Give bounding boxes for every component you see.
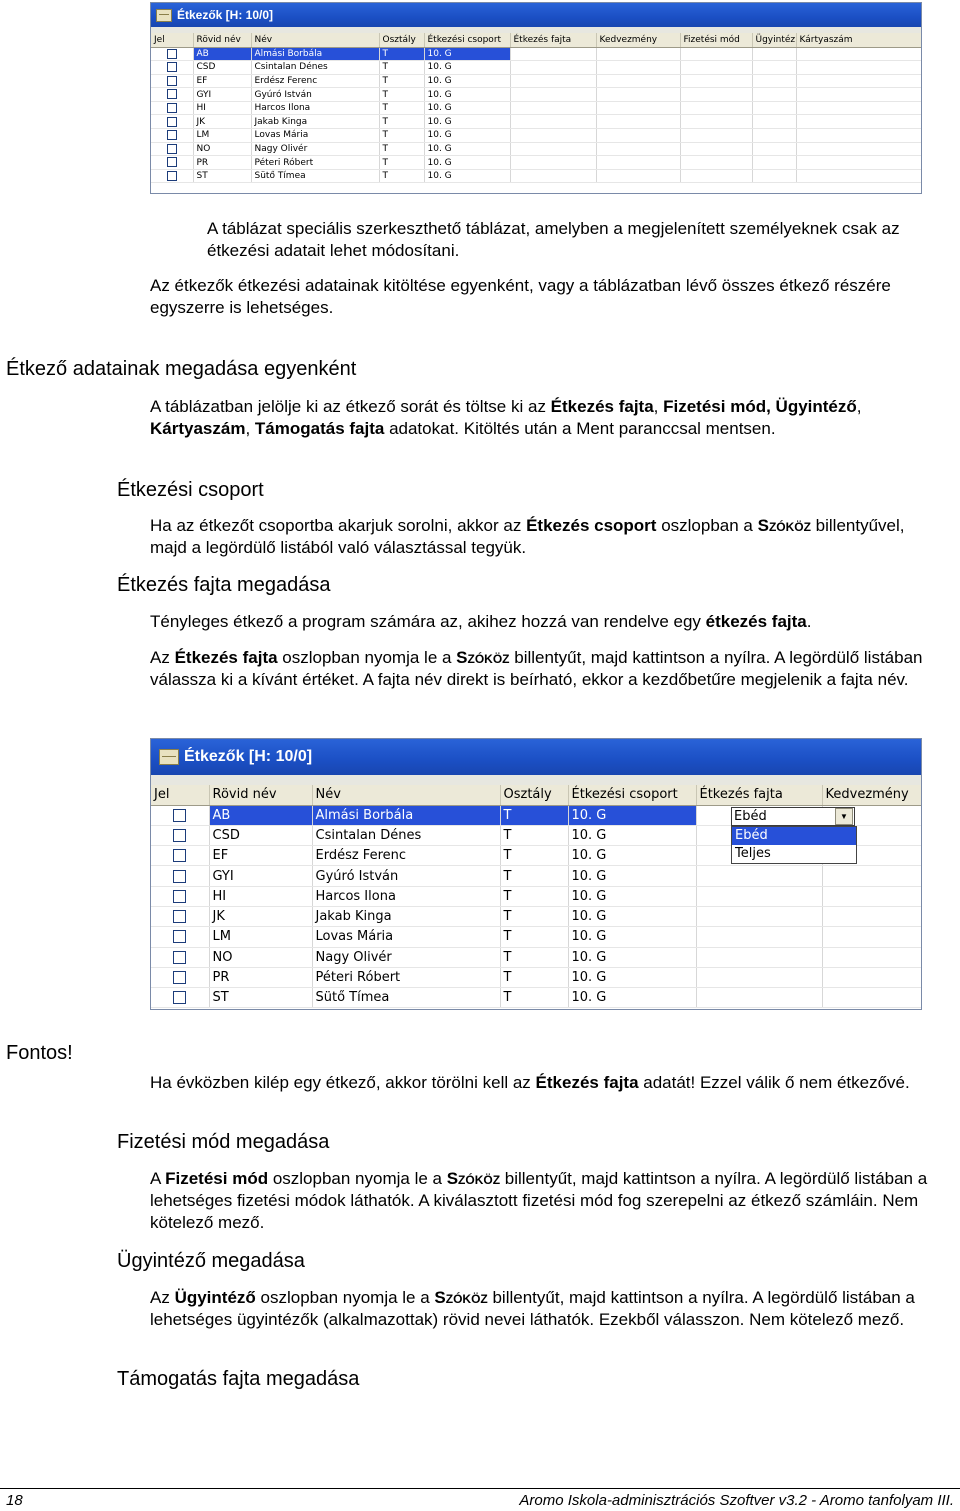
table-cell[interactable]: JK <box>209 906 312 926</box>
key-name-space: Szóköz <box>434 1288 488 1307</box>
column-header[interactable]: Rövid név <box>193 33 251 47</box>
table-cell[interactable]: PR <box>193 156 251 170</box>
meal-type-dropdown-list <box>731 826 857 864</box>
table-cell-empty[interactable] <box>596 47 680 61</box>
table-cell[interactable]: 10. G <box>424 115 510 129</box>
text-run: Tényleges étkező a program számára az, akihez hozzá van rendelve egy <box>150 612 706 631</box>
table-cell[interactable]: T <box>379 61 424 75</box>
table-cell-empty[interactable] <box>752 74 796 88</box>
table-cell-empty[interactable] <box>680 156 752 170</box>
table-cell-empty[interactable] <box>796 156 921 170</box>
table-cell-empty[interactable] <box>822 927 921 947</box>
section-individual-paragraph <box>150 396 930 440</box>
table-cell-empty[interactable] <box>680 101 752 115</box>
table-row[interactable] <box>151 88 921 102</box>
table-cell-empty[interactable] <box>510 156 596 170</box>
table-cell-empty[interactable] <box>796 142 921 156</box>
table-cell-empty[interactable] <box>680 61 752 75</box>
table-cell[interactable]: 10. G <box>424 142 510 156</box>
select-cell[interactable] <box>151 886 209 906</box>
meal-users-table[interactable] <box>151 33 922 183</box>
section-heading-administrator: Ügyintéző megadása <box>117 1250 305 1272</box>
select-cell[interactable] <box>151 169 193 183</box>
table-cell[interactable]: EF <box>193 74 251 88</box>
table-row[interactable] <box>151 866 921 886</box>
table-cell[interactable]: Harcos Ilona <box>312 886 500 906</box>
table-cell[interactable]: CSD <box>209 825 312 845</box>
column-header[interactable]: Osztály <box>500 785 568 805</box>
field-name-meal-type: étkezés fajta <box>705 612 807 631</box>
key-name-space: Szóköz <box>757 516 811 535</box>
text-run: oszlopban nyomja le a <box>268 1169 447 1188</box>
section-meal-group-paragraph <box>150 515 940 559</box>
table-cell-empty[interactable] <box>696 906 822 926</box>
table-cell[interactable]: Gyúró István <box>251 88 379 102</box>
row-checkbox[interactable] <box>173 991 186 1004</box>
table-cell[interactable]: T <box>379 74 424 88</box>
table-cell[interactable]: Erdész Ferenc <box>251 74 379 88</box>
table-cell[interactable]: Nagy Olivér <box>312 947 500 967</box>
table-cell-empty[interactable] <box>796 169 921 183</box>
column-header[interactable]: Ügyintéz <box>752 33 796 47</box>
table-cell-empty[interactable] <box>680 115 752 129</box>
table-cell[interactable]: Lovas Mária <box>312 927 500 947</box>
table-cell[interactable]: T <box>500 866 568 886</box>
row-checkbox[interactable] <box>167 76 177 86</box>
table-cell-empty[interactable] <box>752 115 796 129</box>
table-cell[interactable]: JK <box>193 115 251 129</box>
select-cell[interactable] <box>151 967 209 987</box>
table-cell-empty[interactable] <box>796 47 921 61</box>
table-cell[interactable]: T <box>500 947 568 967</box>
window-title-bar[interactable] <box>151 739 921 775</box>
table-cell[interactable]: Jakab Kinga <box>251 115 379 129</box>
table-cell[interactable]: Jakab Kinga <box>312 906 500 926</box>
table-row[interactable] <box>151 988 921 1008</box>
table-cell-empty[interactable] <box>696 866 822 886</box>
column-header[interactable]: Név <box>312 785 500 805</box>
text-run: . <box>806 612 812 631</box>
table-cell[interactable]: ST <box>193 169 251 183</box>
text-run: , <box>856 397 862 416</box>
column-header[interactable]: Osztály <box>379 33 424 47</box>
table-cell-empty[interactable] <box>596 61 680 75</box>
table-cell[interactable]: 10. G <box>568 846 696 866</box>
column-header[interactable]: Rövid név <box>209 785 312 805</box>
table-cell-empty[interactable] <box>696 988 822 1008</box>
select-cell[interactable] <box>151 846 209 866</box>
table-cell-empty[interactable] <box>596 74 680 88</box>
row-checkbox[interactable] <box>173 930 186 943</box>
table-cell[interactable]: 10. G <box>568 947 696 967</box>
table-cell-empty[interactable] <box>822 906 921 926</box>
window-title: Étkezők [H: 10/0] <box>184 748 313 765</box>
table-cell-empty[interactable] <box>510 115 596 129</box>
table-row[interactable] <box>151 156 921 170</box>
table-cell[interactable]: NO <box>193 142 251 156</box>
table-cell[interactable]: PR <box>209 967 312 987</box>
table-cell-empty[interactable] <box>510 101 596 115</box>
footer-text: Aromo Iskola-adminisztrációs Szoftver v3.2 - Aromo tanfolyam III. <box>519 1492 954 1509</box>
row-checkbox[interactable] <box>167 49 177 59</box>
select-cell[interactable] <box>151 906 209 926</box>
section-heading-support-type: Támogatás fajta megadása <box>117 1368 360 1390</box>
table-cell-empty[interactable] <box>680 129 752 143</box>
row-checkbox[interactable] <box>167 144 177 154</box>
field-name-payment-method: Fizetési mód <box>165 1169 269 1188</box>
table-cell-empty[interactable] <box>752 156 796 170</box>
column-header[interactable]: Étkezési csoport <box>424 33 510 47</box>
table-cell[interactable]: 10. G <box>568 988 696 1008</box>
table-cell-empty[interactable] <box>752 129 796 143</box>
section-meal-type-paragraph-2 <box>150 647 925 691</box>
column-header[interactable]: Jel <box>151 33 193 47</box>
field-name-payment-method: Fizetési mód, <box>663 397 771 416</box>
column-header[interactable]: Fizetési mód <box>680 33 752 47</box>
table-cell[interactable]: EF <box>209 846 312 866</box>
row-checkbox[interactable] <box>173 951 186 964</box>
table-cell[interactable]: 10. G <box>424 101 510 115</box>
text-run: billentyűvel, majd a legördülő listából való választással tegyük. <box>150 516 905 557</box>
table-cell-empty[interactable] <box>510 74 596 88</box>
text-run: oszlopban a <box>656 516 758 535</box>
table-row[interactable] <box>151 47 921 61</box>
table-cell[interactable]: 10. G <box>424 88 510 102</box>
field-name-meal-type: Étkezés fajta <box>174 648 278 667</box>
text-run: Ha az étkezőt csoportba akarjuk sorolni, akkor az <box>150 516 527 535</box>
table-row[interactable] <box>151 906 921 926</box>
table-cell[interactable]: Nagy Olivér <box>251 142 379 156</box>
select-cell[interactable] <box>151 129 193 143</box>
table-cell-empty[interactable] <box>752 142 796 156</box>
table-cell[interactable]: Almási Borbála <box>251 47 379 61</box>
column-header[interactable]: Kedvezmény <box>822 785 921 805</box>
table-cell[interactable]: Erdész Ferenc <box>312 846 500 866</box>
intro-paragraph-2: Az étkezők étkezési adatainak kitöltése egyenként, vagy a táblázatban lévő összes étkező részére egyszerre is lehetséges. <box>150 276 891 317</box>
text-run: billentyűt, majd kattintson a nyílra. A legördülő listában a lehetséges ügyintézők (alkalmazottak) rövid nevei láthatók. Ezekből válasszon. Nem kötelező mező. <box>150 1288 915 1329</box>
table-cell[interactable]: T <box>379 115 424 129</box>
select-cell[interactable] <box>151 115 193 129</box>
table-row[interactable] <box>151 169 921 183</box>
text-run: billentyűt, majd kattintson a nyílra. A legördülő listában válassza ki a kívánt értéket. A fajta név direkt is beírható, ekkor a kezdőbetűre megjelenik a fajta név. <box>150 648 923 689</box>
table-cell-empty[interactable] <box>510 142 596 156</box>
table-cell-empty[interactable] <box>680 88 752 102</box>
table-cell[interactable]: Sütő Tímea <box>251 169 379 183</box>
table-cell[interactable]: 10. G <box>424 74 510 88</box>
table-cell-empty[interactable] <box>822 967 921 987</box>
select-cell[interactable] <box>151 927 209 947</box>
table-cell-empty[interactable] <box>822 988 921 1008</box>
table-row[interactable] <box>151 886 921 906</box>
table-cell-empty[interactable] <box>696 927 822 947</box>
table-cell-empty[interactable] <box>796 129 921 143</box>
select-cell[interactable] <box>151 74 193 88</box>
table-cell-empty[interactable] <box>680 142 752 156</box>
intro-paragraph-1: A táblázat speciális szerkeszthető táblázat, amelyben a megjelenített személyeknek csak az étkezési adatait lehet módosítani. <box>207 219 900 260</box>
row-checkbox[interactable] <box>173 890 186 903</box>
table-cell[interactable]: HI <box>193 101 251 115</box>
table-row[interactable] <box>151 927 921 947</box>
key-name-space: Szóköz <box>456 648 510 667</box>
table-cell[interactable]: 10. G <box>568 866 696 886</box>
row-checkbox[interactable] <box>173 971 186 984</box>
table-cell[interactable]: 10. G <box>568 927 696 947</box>
table-cell-empty[interactable] <box>752 101 796 115</box>
window-title-bar[interactable] <box>151 3 921 27</box>
select-cell[interactable] <box>151 47 193 61</box>
table-cell-empty[interactable] <box>752 61 796 75</box>
table-cell-empty[interactable] <box>596 156 680 170</box>
table-cell[interactable]: NO <box>209 947 312 967</box>
row-checkbox[interactable] <box>167 130 177 140</box>
meal-type-dropdown-arrow[interactable]: ▼ <box>835 808 853 825</box>
table-cell[interactable]: Sütő Tímea <box>312 988 500 1008</box>
section-meal-type-paragraph-1 <box>150 611 950 633</box>
table-cell[interactable]: 10. G <box>424 61 510 75</box>
table-cell-empty[interactable] <box>510 47 596 61</box>
row-checkbox[interactable] <box>173 849 186 862</box>
table-cell-empty[interactable] <box>680 169 752 183</box>
table-cell[interactable]: 10. G <box>568 886 696 906</box>
row-checkbox[interactable] <box>173 829 186 842</box>
row-checkbox[interactable] <box>173 809 186 822</box>
text-run: billentyűt, majd kattintson a nyílra. A legördülő listában a lehetséges fizetési módok láthatók. A kiválasztott fizetési mód fog szerepelni az étkező számláin. Nem kötelező mező. <box>150 1169 928 1232</box>
table-cell-empty[interactable] <box>822 947 921 967</box>
table-row[interactable] <box>151 142 921 156</box>
text-run: Az <box>150 648 175 667</box>
column-header[interactable]: Kedvezmény <box>596 33 680 47</box>
text-run: Ha évközben kilép egy étkező, akkor törölni kell az <box>150 1073 536 1092</box>
table-cell-empty[interactable] <box>796 74 921 88</box>
table-cell[interactable]: LM <box>193 129 251 143</box>
table-cell-empty[interactable] <box>596 169 680 183</box>
text-run: adatát! Ezzel válik ő nem étkezővé. <box>638 1073 910 1092</box>
table-cell[interactable]: Csintalan Dénes <box>251 61 379 75</box>
row-checkbox[interactable] <box>167 89 177 99</box>
table-row[interactable] <box>151 129 921 143</box>
table-cell[interactable]: HI <box>209 886 312 906</box>
field-name-card-number: Kártyaszám <box>150 419 246 438</box>
section-heading-meal-type: Étkezés fajta megadása <box>117 574 331 596</box>
table-cell-empty[interactable] <box>510 61 596 75</box>
field-name-meal-group: Étkezés csoport <box>526 516 657 535</box>
meal-type-editor-value: Ebéd <box>734 809 767 824</box>
dropdown-option[interactable]: Teljes <box>735 846 771 861</box>
column-header[interactable]: Étkezés fajta <box>696 785 822 805</box>
table-cell[interactable]: 10. G <box>424 169 510 183</box>
window-title: Étkezők [H: 10/0] <box>177 8 274 22</box>
select-cell[interactable] <box>151 805 209 825</box>
table-cell[interactable]: 10. G <box>568 906 696 926</box>
table-row[interactable] <box>151 101 921 115</box>
table-cell[interactable]: T <box>379 88 424 102</box>
table-cell-empty[interactable] <box>696 947 822 967</box>
text-run: , <box>245 419 255 438</box>
table-cell[interactable]: Almási Borbála <box>312 805 500 825</box>
table-cell[interactable]: T <box>500 906 568 926</box>
table-cell[interactable]: 10. G <box>568 805 696 825</box>
table-cell[interactable]: Lovas Mária <box>251 129 379 143</box>
table-cell[interactable]: T <box>379 142 424 156</box>
table-cell[interactable]: 10. G <box>568 825 696 845</box>
table-cell-empty[interactable] <box>752 88 796 102</box>
important-label: Fontos! <box>6 1042 73 1064</box>
page-number: 18 <box>6 1492 23 1509</box>
table-cell[interactable]: T <box>379 129 424 143</box>
field-name-meal-type: Étkezés fajta <box>535 1073 639 1092</box>
text-run: oszlopban nyomja le a <box>255 1288 435 1307</box>
select-cell[interactable] <box>151 61 193 75</box>
field-name-administrator: Ügyintéző <box>174 1288 256 1307</box>
table-cell-empty[interactable] <box>822 866 921 886</box>
meal-users-window-small <box>150 2 922 194</box>
table-row[interactable] <box>151 967 921 987</box>
table-row[interactable] <box>151 61 921 75</box>
row-checkbox[interactable] <box>167 117 177 127</box>
table-cell[interactable]: T <box>500 927 568 947</box>
table-cell[interactable]: T <box>379 169 424 183</box>
select-cell[interactable] <box>151 825 209 845</box>
key-name-space: Szóköz <box>446 1169 501 1188</box>
text-run: A <box>150 1169 166 1188</box>
table-cell[interactable]: T <box>379 47 424 61</box>
window-app-icon <box>156 9 172 22</box>
select-cell[interactable] <box>151 101 193 115</box>
row-checkbox[interactable] <box>173 870 186 883</box>
column-header[interactable]: Jel <box>151 785 209 805</box>
table-cell[interactable]: T <box>500 825 568 845</box>
table-cell[interactable]: Péteri Róbert <box>312 967 500 987</box>
table-cell-empty[interactable] <box>510 169 596 183</box>
text-run: adatokat. Kitöltés után a Ment paranccsal mentsen. <box>384 419 776 438</box>
table-cell[interactable]: GYI <box>209 866 312 886</box>
row-checkbox[interactable] <box>173 910 186 923</box>
table-cell[interactable]: AB <box>193 47 251 61</box>
table-cell-empty[interactable] <box>796 115 921 129</box>
table-cell-empty[interactable] <box>680 47 752 61</box>
text-run: , <box>653 397 664 416</box>
column-header[interactable]: Kártyaszám <box>796 33 921 47</box>
table-cell[interactable]: T <box>500 805 568 825</box>
text-run: Az <box>150 1288 175 1307</box>
important-paragraph <box>150 1072 950 1094</box>
table-cell-empty[interactable] <box>796 61 921 75</box>
table-cell-empty[interactable] <box>680 74 752 88</box>
table-cell[interactable]: ST <box>209 988 312 1008</box>
column-header[interactable]: Név <box>251 33 379 47</box>
select-cell[interactable] <box>151 866 209 886</box>
section-heading-individual: Étkező adatainak megadása egyenként <box>6 358 357 380</box>
row-checkbox[interactable] <box>167 103 177 113</box>
table-cell-empty[interactable] <box>510 129 596 143</box>
table-row[interactable] <box>151 74 921 88</box>
table-cell[interactable]: CSD <box>193 61 251 75</box>
select-cell[interactable] <box>151 156 193 170</box>
select-cell[interactable] <box>151 988 209 1008</box>
table-cell[interactable]: 10. G <box>568 967 696 987</box>
table-cell[interactable]: GYI <box>193 88 251 102</box>
table-cell[interactable]: T <box>500 988 568 1008</box>
table-cell[interactable]: 10. G <box>424 129 510 143</box>
table-cell-empty[interactable] <box>596 142 680 156</box>
table-cell-empty[interactable] <box>822 886 921 906</box>
section-heading-payment-method: Fizetési mód megadása <box>117 1131 330 1153</box>
table-cell-empty[interactable] <box>510 88 596 102</box>
table-cell[interactable]: Csintalan Dénes <box>312 825 500 845</box>
field-name-meal-type: Étkezés fajta <box>550 397 654 416</box>
window-app-icon <box>159 749 179 765</box>
section-payment-method-paragraph <box>150 1168 940 1234</box>
table-cell[interactable]: AB <box>209 805 312 825</box>
table-row[interactable] <box>151 115 921 129</box>
table-cell-empty[interactable] <box>696 967 822 987</box>
row-checkbox[interactable] <box>167 171 177 181</box>
column-header[interactable]: Étkezési csoport <box>568 785 696 805</box>
table-cell[interactable]: T <box>500 967 568 987</box>
select-cell[interactable] <box>151 947 209 967</box>
row-checkbox[interactable] <box>167 157 177 167</box>
select-cell[interactable] <box>151 142 193 156</box>
table-cell-empty[interactable] <box>596 101 680 115</box>
table-cell[interactable]: T <box>500 886 568 906</box>
table-cell-empty[interactable] <box>796 88 921 102</box>
table-cell-empty[interactable] <box>796 101 921 115</box>
meal-users-window-large <box>150 738 922 1010</box>
table-cell[interactable]: Gyúró István <box>312 866 500 886</box>
table-cell-empty[interactable] <box>596 115 680 129</box>
table-row[interactable] <box>151 947 921 967</box>
table-cell[interactable]: T <box>500 846 568 866</box>
table-cell[interactable]: T <box>379 156 424 170</box>
table-cell[interactable]: Harcos Ilona <box>251 101 379 115</box>
table-cell-empty[interactable] <box>752 169 796 183</box>
field-name-support-type: Támogatás fajta <box>254 419 385 438</box>
text-run: A táblázatban jelölje ki az étkező sorát és töltse ki az <box>150 397 551 416</box>
field-name-administrator: Ügyintéző <box>775 397 857 416</box>
table-cell[interactable]: Péteri Róbert <box>251 156 379 170</box>
table-cell[interactable]: 10. G <box>424 156 510 170</box>
column-header[interactable]: Étkezés fajta <box>510 33 596 47</box>
footer-rule <box>0 1488 960 1489</box>
row-checkbox[interactable] <box>167 62 177 72</box>
section-administrator-paragraph <box>150 1287 955 1331</box>
table-cell[interactable]: LM <box>209 927 312 947</box>
section-heading-meal-group: Étkezési csoport <box>117 479 264 501</box>
table-cell-empty[interactable] <box>696 886 822 906</box>
table-cell[interactable]: T <box>379 101 424 115</box>
select-cell[interactable] <box>151 88 193 102</box>
table-cell-empty[interactable] <box>752 47 796 61</box>
table-cell-empty[interactable] <box>596 129 680 143</box>
table-cell-empty[interactable] <box>596 88 680 102</box>
table-cell[interactable]: 10. G <box>424 47 510 61</box>
dropdown-option[interactable]: Ebéd <box>732 827 856 845</box>
text-run: oszlopban nyomja le a <box>277 648 457 667</box>
